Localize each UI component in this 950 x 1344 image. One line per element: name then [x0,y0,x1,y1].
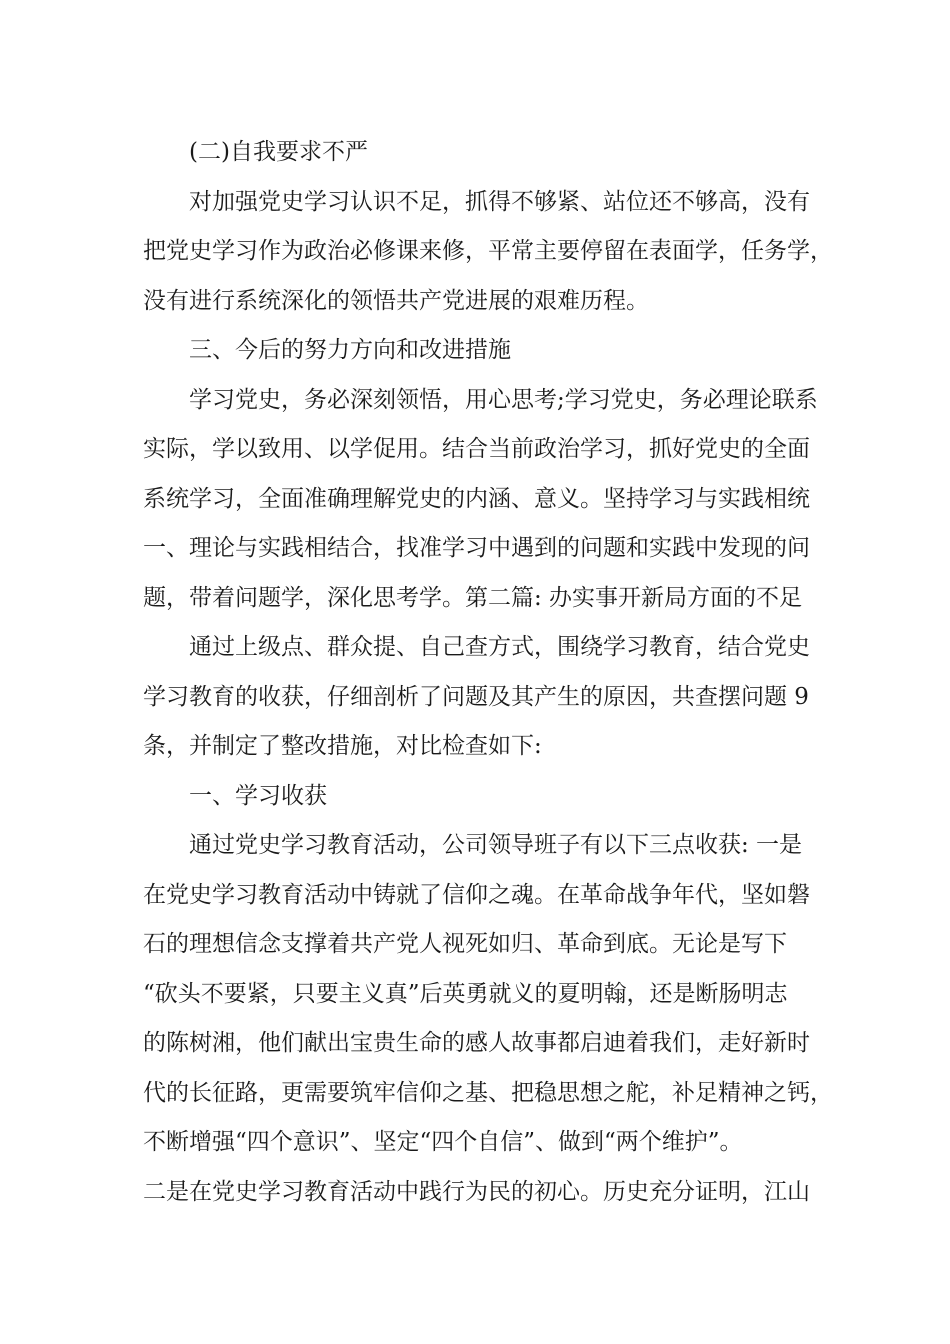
section-heading-self-requirement: (二)自我要求不严 [189,139,368,165]
paragraph-line: 条，并制定了整改措施，对比检查如下: [143,733,542,759]
paragraph-line: 通过上级点、群众提、自己查方式，围绕学习教育，结合党史 [189,634,810,660]
paragraph-line: 不断增强“四个意识”、坚定“四个自信”、做到“两个维护”。 [143,1129,743,1155]
paragraph-line: 没有进行系统深化的领悟共产党进展的艰难历程。 [143,287,649,314]
paragraph-line: 的陈树湘，他们献出宝贵生命的感人故事都启迪着我们，走好新时 [143,1030,810,1056]
paragraph-line: 把党史学习作为政治必修课来修，平常主要停留在表面学，任务学， [143,238,833,264]
paragraph-line: 石的理想信念支撑着共产党人视死如归、革命到底。无论是写下 [143,931,787,957]
paragraph-line: 题，带着问题学，深化思考学。第二篇: 办实事开新局方面的不足 [143,584,803,611]
document-body [143,128,833,1217]
paragraph-line: “砍头不要紧，只要主义真”后英勇就义的夏明翰，还是断肠明志 [143,980,788,1007]
paragraph-line: 在党史学习教育活动中铸就了信仰之魂。在革命战争年代，坚如磐 [143,881,810,908]
paragraph-line: 二是在党史学习教育活动中践行为民的初心。历史充分证明，江山 [143,1178,810,1205]
paragraph-line: 学习党史，务必深刻领悟，用心思考;学习党史，务必理论联系 [189,386,818,413]
section-heading-learning-gains: 一、学习收获 [189,782,327,809]
section-heading-future-direction: 三、今后的努力方向和改进措施 [189,337,511,363]
paragraph-line: 通过党史学习教育活动，公司领导班子有以下三点收获: 一是 [189,832,803,858]
paragraph-line: 学习教育的收获，仔细剖析了问题及其产生的原因，共查摆问题 9 [143,683,809,710]
paragraph-line: 对加强党史学习认识不足，抓得不够紧、站位还不够高，没有 [189,188,810,215]
paragraph-line: 实际，学以致用、以学促用。结合当前政治学习，抓好党史的全面 [143,436,810,462]
paragraph-line: 系统学习，全面准确理解党史的内涵、意义。坚持学习与实践相统 [143,485,810,512]
paragraph-line: 代的长征路，更需要筑牢信仰之基、把稳思想之舵，补足精神之钙， [143,1079,833,1106]
paragraph-line: 一、理论与实践相结合，找准学习中遇到的问题和实践中发现的问 [143,535,810,561]
